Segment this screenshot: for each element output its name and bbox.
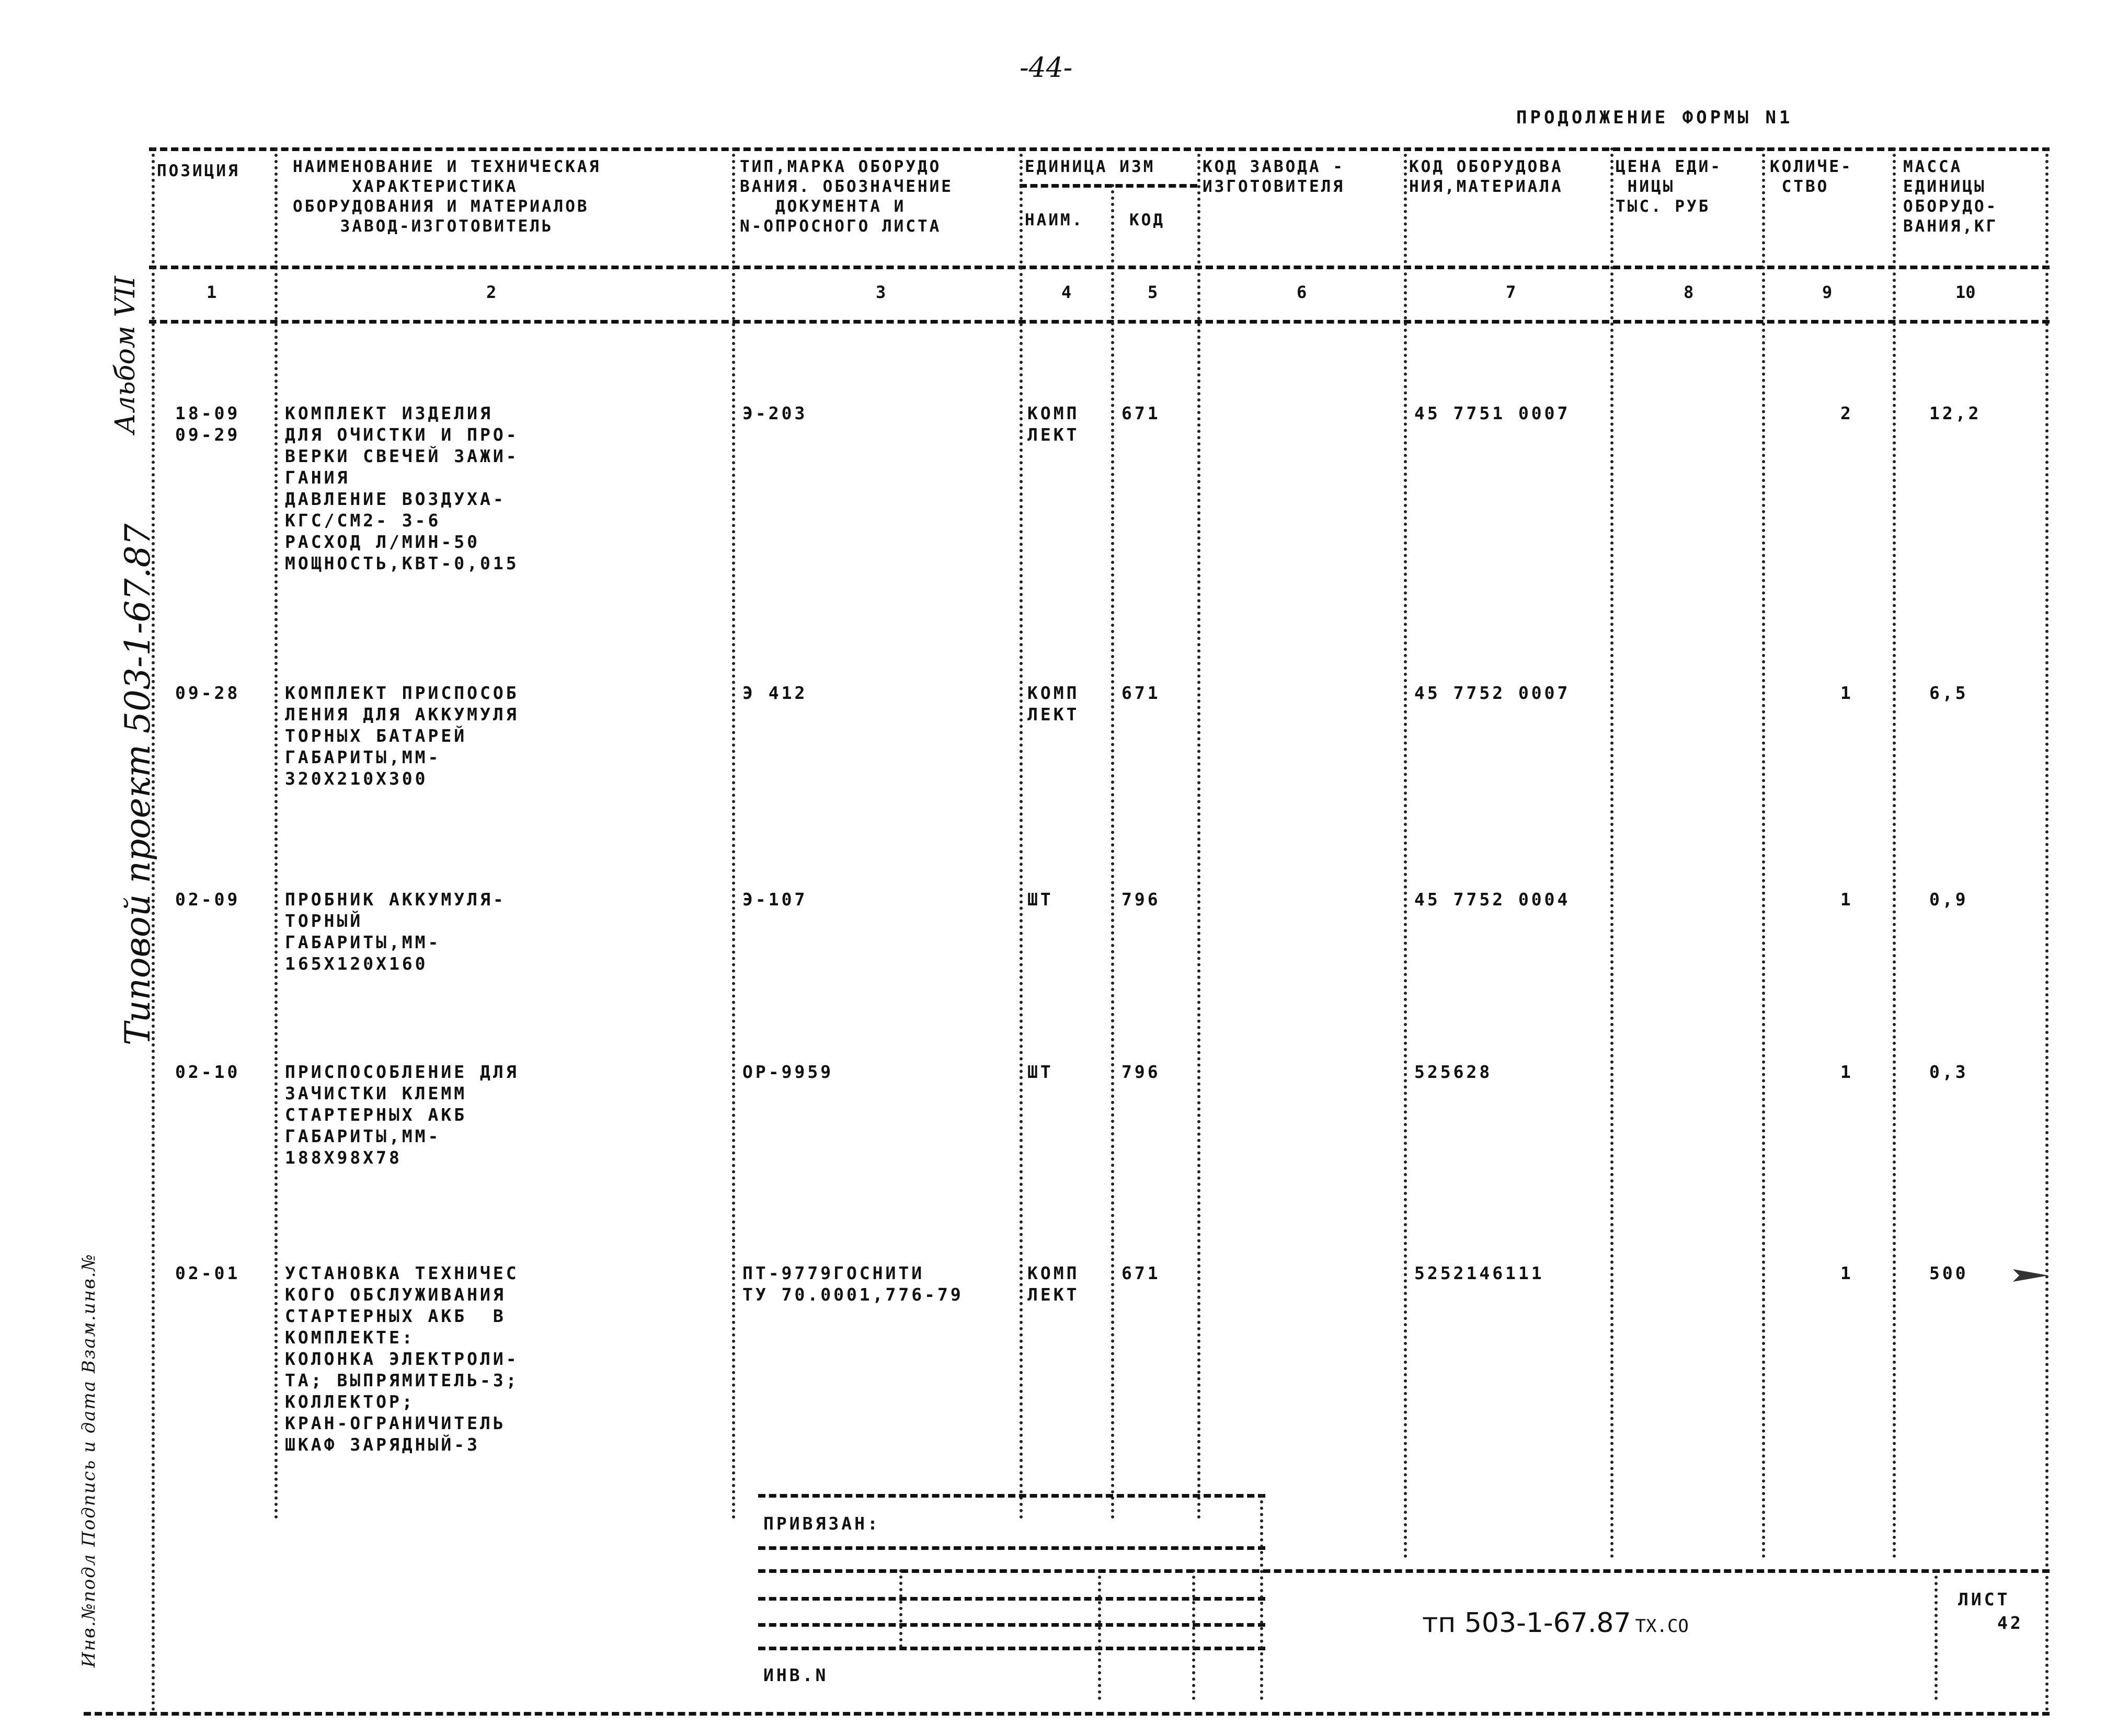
- col-rule-9: [1893, 147, 1896, 1559]
- title-block-top-rule: [758, 1569, 2050, 1573]
- col-rule-0: [152, 147, 155, 1712]
- row-unit: КОМП ЛЕКТ: [1027, 683, 1080, 725]
- row-unit-code: 671: [1121, 403, 1161, 423]
- column-number: 8: [1684, 282, 1694, 302]
- sheet-number: 42: [1997, 1613, 2023, 1633]
- col-rule-1: [274, 147, 278, 1520]
- col-rule-2: [732, 147, 735, 1520]
- header-mass: МАССА ЕДИНИЦЫ ОБОРУДО- ВАНИЯ,КГ: [1903, 157, 1998, 236]
- header-equipment-code: КОД ОБОРУДОВА НИЯ,МАТЕРИАЛА: [1409, 157, 1563, 196]
- page-number: -44-: [1020, 52, 1073, 84]
- stamp-col-rule: [899, 1569, 902, 1648]
- header-quantity: КОЛИЧЕ- СТВО: [1770, 157, 1853, 196]
- row-unit-code: 796: [1121, 1062, 1161, 1082]
- column-number: 3: [876, 282, 886, 302]
- col-rule-4: [1111, 184, 1114, 1520]
- stamp-rule-2: [758, 1546, 1265, 1550]
- row-position: 18-09 09-29: [175, 403, 241, 445]
- header-unit: ЕДИНИЦА ИЗМ: [1025, 157, 1155, 176]
- column-number: 2: [486, 282, 497, 302]
- header-position: ПОЗИЦИЯ: [157, 162, 240, 180]
- stamp-col-rule: [1098, 1569, 1101, 1700]
- column-number: 1: [207, 282, 217, 302]
- album-label: Альбом VII: [110, 275, 141, 434]
- column-number: 7: [1506, 282, 1516, 302]
- row-unit-code: 671: [1121, 683, 1161, 703]
- row-name: ПРИСПОСОБЛЕНИЕ ДЛЯ ЗАЧИСТКИ КЛЕММ СТАРТЕРНЫХ АКБ ГАБАРИТЫ,ММ- 188X98X78: [285, 1062, 519, 1168]
- row-equipment-code: 5252146111: [1414, 1263, 1544, 1283]
- stamp-rule-4: [758, 1623, 1265, 1627]
- row-name: КОМПЛЕКТ ПРИСПОСОБ ЛЕНИЯ ДЛЯ АККУМУЛЯ ТОРНЫХ БАТАРЕЙ ГАБАРИТЫ,ММ- 320X210X300: [285, 683, 519, 789]
- stamp-col-rule: [1260, 1494, 1263, 1700]
- row-name: УСТАНОВКА ТЕХНИЧЕС КОГО ОБСЛУЖИВАНИЯ СТАРТЕРНЫХ АКБ В КОМПЛЕКТЕ: КОЛОНКА ЭЛЕКТРОЛИ- ТА; ВЫПРЯМИТЕЛЬ-3; КОЛЛЕКТОР; КРАН-ОГРАНИЧИТЕЛЬ ШКАФ ЗАРЯДНЫЙ-3: [285, 1263, 519, 1455]
- row-position: 02-01: [175, 1263, 241, 1283]
- header-unit-name: НАИМ.: [1025, 211, 1084, 229]
- row-mass: 6,5: [1929, 683, 1968, 703]
- sheet-label: ЛИСТ: [1958, 1589, 2010, 1609]
- col-rule-8: [1762, 147, 1765, 1559]
- margin-stamp-labels: Инв.№подл Подпись и дата Взам.инв.№: [78, 1253, 99, 1668]
- row-position: 09-28: [175, 683, 241, 703]
- document-code-suffix: ТХ.СО: [1635, 1616, 1689, 1637]
- row-name: ПРОБНИК АККУМУЛЯ- ТОРНЫЙ ГАБАРИТЫ,ММ- 165X120X160: [285, 889, 506, 974]
- row-position: 02-10: [175, 1062, 241, 1082]
- row-equipment-code: 45 7752 0004: [1414, 889, 1571, 910]
- document-code: [1422, 1607, 1689, 1639]
- row-mass: 500: [1929, 1263, 1968, 1283]
- sheet-box-rule: [1935, 1569, 1938, 1700]
- row-unit-code: 671: [1121, 1263, 1161, 1283]
- header-name: НАИМЕНОВАНИЕ И ТЕХНИЧЕСКАЯ ХАРАКТЕРИСТИКА ОБОРУДОВАНИЯ И МАТЕРИАЛОВ ЗАВОД-ИЗГОТОВИТЕЛЬ: [293, 157, 601, 236]
- header-factory-code: КОД ЗАВОДА - ИЗГОТОВИТЕЛЯ: [1203, 157, 1345, 196]
- row-type: Э-203: [742, 403, 808, 423]
- row-type: ПТ-9779ГОСНИТИ ТУ 70.0001,776-79: [742, 1263, 964, 1305]
- row-mass: 0,3: [1929, 1062, 1968, 1082]
- row-quantity: 1: [1840, 683, 1853, 703]
- stamp-rule-3: [758, 1597, 1265, 1601]
- col-rule-10: [2045, 147, 2048, 1712]
- col-rule-6: [1404, 147, 1407, 1559]
- column-number: 9: [1822, 282, 1833, 302]
- header-type: ТИП,МАРКА ОБОРУДО ВАНИЯ. ОБОЗНАЧЕНИЕ ДОКУМЕНТА И N-ОПРОСНОГО ЛИСТА: [740, 157, 953, 236]
- header-price: ЦЕНА ЕДИ- НИЦЫ ТЫС. РУБ: [1616, 157, 1722, 216]
- row-name: КОМПЛЕКТ ИЗДЕЛИЯ ДЛЯ ОЧИСТКИ И ПРО- ВЕРКИ СВЕЧЕЙ ЗАЖИ- ГАНИЯ ДАВЛЕНИЕ ВОЗДУХА- КГС/СМ2- 3-6 РАСХОД Л/МИН-50 МОЩНОСТЬ,КВТ-0,015: [285, 403, 519, 573]
- row-position: 02-09: [175, 889, 241, 910]
- row-unit: ШТ: [1027, 1062, 1054, 1082]
- col-rule-7: [1610, 147, 1613, 1559]
- arrow-mark-icon: [2008, 1265, 2050, 1286]
- column-number: 5: [1148, 282, 1158, 302]
- form-continuation-note: ПРОДОЛЖЕНИЕ ФОРМЫ N1: [1516, 107, 1793, 128]
- row-equipment-code: 45 7751 0007: [1414, 403, 1571, 423]
- row-mass: 12,2: [1929, 403, 1982, 423]
- col-rule-5: [1197, 147, 1200, 1520]
- table-bottom-rule: [84, 1712, 2050, 1716]
- column-number: 4: [1061, 282, 1072, 302]
- attached-label: ПРИВЯЗАН:: [763, 1513, 880, 1534]
- row-type: Э-107: [742, 889, 808, 910]
- row-type: Э 412: [742, 683, 808, 703]
- row-type: ОР-9959: [742, 1062, 834, 1082]
- row-unit-code: 796: [1121, 889, 1161, 910]
- row-unit: ШТ: [1027, 889, 1054, 910]
- project-label: Типовой проект 503-1-67.87: [118, 523, 158, 1045]
- row-equipment-code: 525628: [1414, 1062, 1493, 1082]
- row-mass: 0,9: [1929, 889, 1968, 910]
- row-quantity: 2: [1840, 403, 1853, 423]
- row-unit: КОМП ЛЕКТ: [1027, 1263, 1080, 1305]
- document-code-main: тп 503-1-67.87: [1422, 1607, 1631, 1639]
- col-rule-3: [1020, 147, 1023, 1520]
- stamp-rule-5: [758, 1647, 1265, 1650]
- stamp-col-rule: [1192, 1569, 1195, 1700]
- row-quantity: 1: [1840, 1263, 1853, 1283]
- column-number: 6: [1297, 282, 1307, 302]
- row-unit: КОМП ЛЕКТ: [1027, 403, 1080, 445]
- stamp-top-rule: [758, 1494, 1265, 1498]
- unit-subheader-rule: [1020, 184, 1197, 188]
- header-unit-code: КОД: [1129, 211, 1165, 229]
- inventory-label: ИНВ.N: [763, 1665, 829, 1685]
- column-number: 10: [1955, 282, 1976, 302]
- row-quantity: 1: [1840, 889, 1853, 910]
- row-quantity: 1: [1840, 1062, 1853, 1082]
- row-equipment-code: 45 7752 0007: [1414, 683, 1571, 703]
